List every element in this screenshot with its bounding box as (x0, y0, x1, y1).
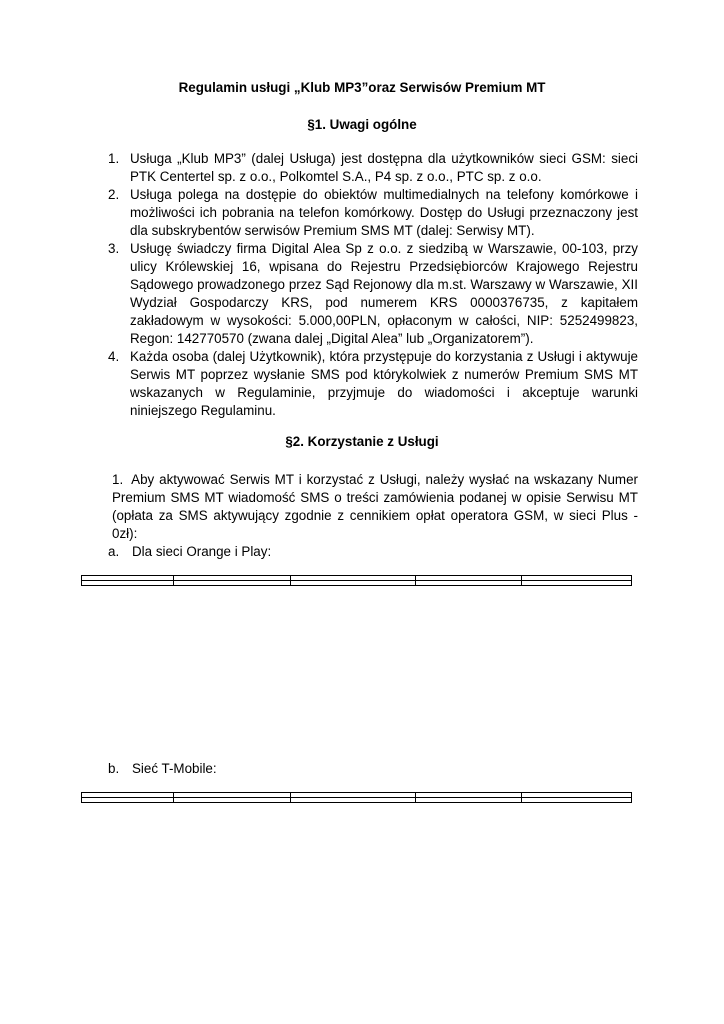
document-title: Regulamin usługi „Klub MP3”oraz Serwisów Premium MT (178, 80, 546, 95)
cell-frequency (416, 798, 522, 803)
table-row (82, 798, 632, 803)
list-item: 3. Usługę świadczy firma Digital Alea Sp z o.o. z siedzibą w Warszawie, 00-103, przy ulicy Królewskiej 16, wpisana do Rejestru Przedsiębiorców Krajowego Rejestru Sądowego prowadzonego przez Sąd Rejonowy dla m.st. Warszawy w Warszawie, XII Wydział Gospodarczy KRS, pod numerem KRS 0000376735, z kapitałem zakładowym w wysokości: 5.000,00PLN, opłaconym w całości, NIP: 5252499823, Regon: 142770570 (zwana dalej „Digital Alea” lub „Organizatorem”). (108, 241, 638, 346)
cell-number (174, 581, 291, 586)
table-row (82, 581, 632, 586)
section-1-list (108, 150, 638, 420)
section-2-heading: §2. Korzystanie z Usługi (285, 434, 439, 449)
cell-hour (522, 581, 632, 586)
list-item: 2. Usługa polega na dostępie do obiektów multimedialnych na telefony komórkowe i możliwości ich pobrania na telefon komórkowy. Dostęp do Usługi przeznaczony jest dla subskrybentów serwisów Premium SMS MT (dalej: Serwisy MT). (108, 187, 638, 238)
table-orange-play (81, 575, 632, 586)
table-t-mobile (81, 792, 632, 803)
list-item: 1. Usługa „Klub MP3” (dalej Usługa) jest dostępna dla użytkowników sieci GSM: sieci PTK Centertel sp. z o.o., Polkomtel S.A., P4 sp. z o.o., PTC sp. z o.o. (108, 151, 638, 184)
cell-hour (522, 798, 632, 803)
cell-name (82, 798, 174, 803)
cell-activation (291, 798, 416, 803)
sub-b-label: b. Sieć T-Mobile: (108, 761, 217, 776)
cell-frequency (416, 581, 522, 586)
cell-number (174, 798, 291, 803)
cell-name (82, 581, 174, 586)
list-item: 4. Każda osoba (dalej Użytkownik), która przystępuje do korzystania z Usługi i aktywuje Serwis MT poprzez wysłanie SMS pod którykolwiek z numerów Premium SMS MT wskazanych w Regulaminie, przyjmuje do wiadomości i akceptuje warunki niniejszego Regulaminu. (108, 349, 638, 418)
sub-a-label: a. Dla sieci Orange i Play: (108, 544, 272, 559)
section-1-heading: §1. Uwagi ogólne (307, 117, 417, 132)
section-2-paragraph: 1. Aby aktywować Serwis MT i korzystać z Usługi, należy wysłać na wskazany Numer Premium SMS MT wiadomość SMS o treści zamówienia podanej w opisie Serwisu MT (opłata za SMS aktywujący zgodnie z cennikiem opłat operatora GSM, w sieci Plus - 0zł): (112, 472, 638, 541)
cell-activation (291, 581, 416, 586)
